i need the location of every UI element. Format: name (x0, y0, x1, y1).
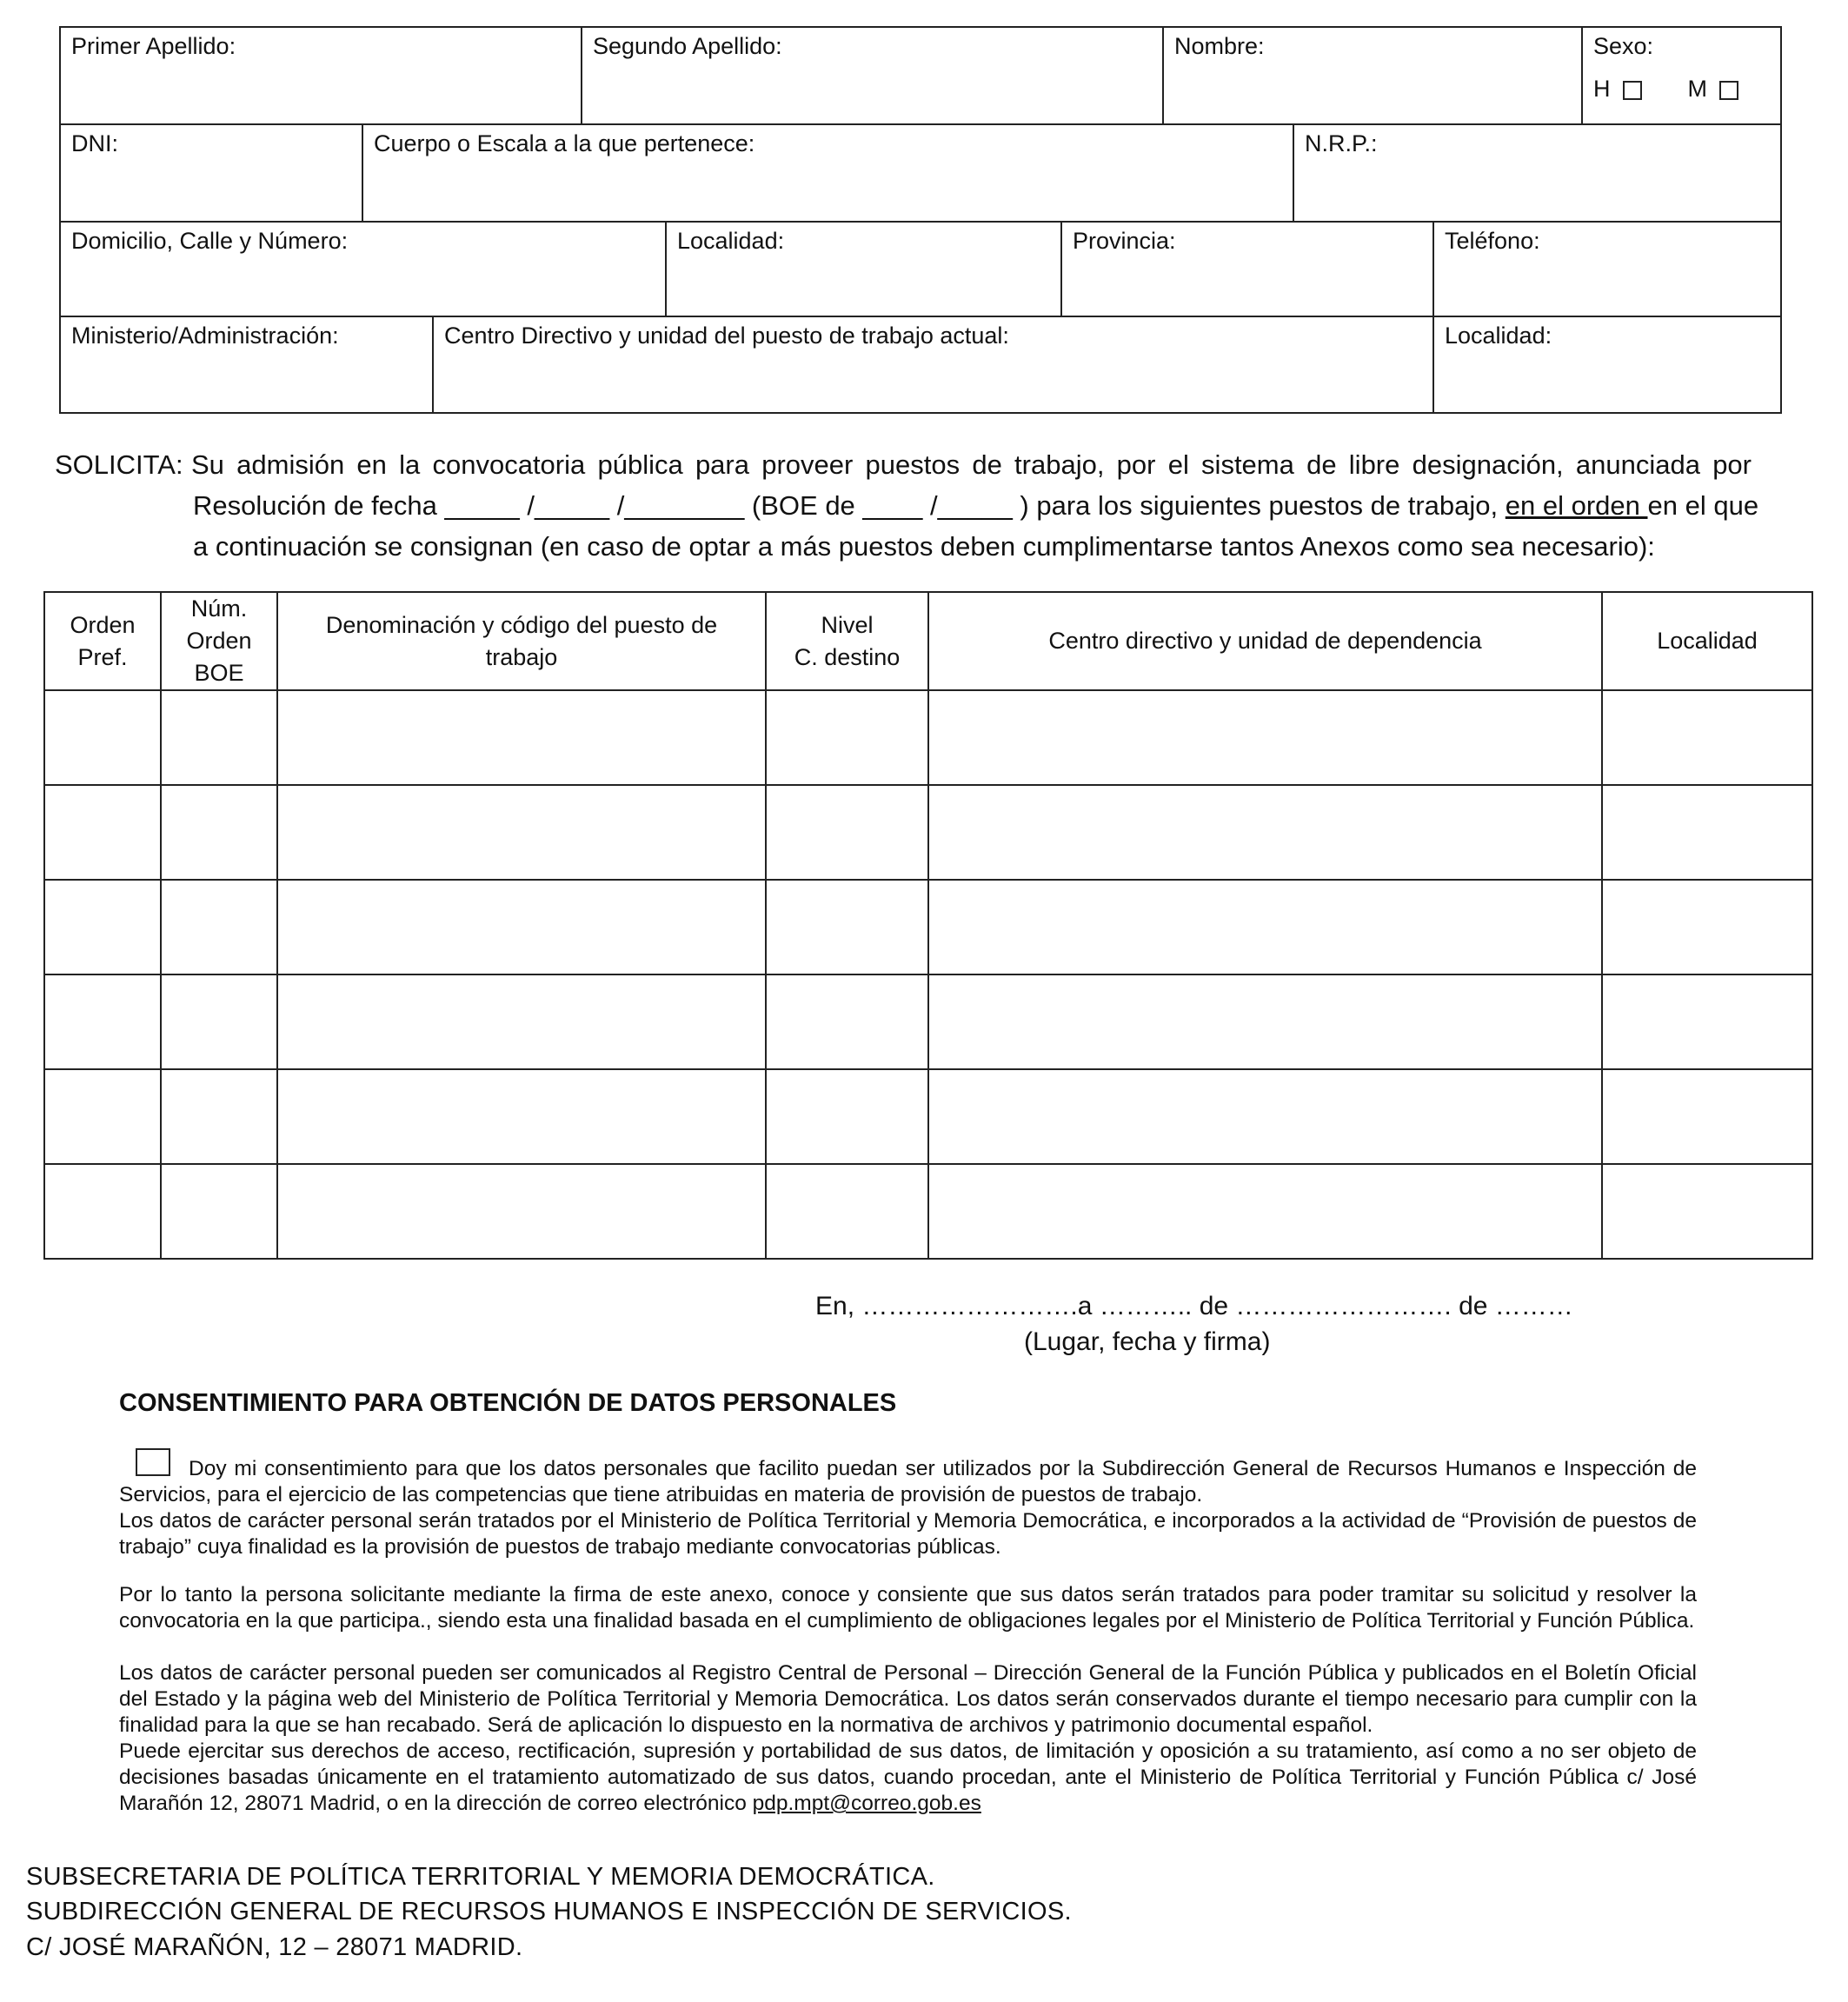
solicita-line-2 (193, 486, 1758, 526)
table-row (44, 1164, 1812, 1259)
consent-paragraph-5-text: Puede ejercitar sus derechos de acceso, rectificación, supresión y portabilidad de sus datos, de limitación y oposición a su tratamiento, así como a no ser objeto de decisiones basadas únicamente en el tratamiento automatizado de sus datos, cuando procedan, ante el Ministerio de Política Territorial y Función Pública c/ José Marañón 12, 28071 Madrid, o en la dirección de correo electrónico (119, 1739, 1697, 1815)
table-cell[interactable] (766, 785, 928, 880)
footer-line-1: SUBSECRETARIA DE POLÍTICA TERRITORIAL Y MEMORIA DEMOCRÁTICA. (26, 1863, 935, 1891)
table-cell[interactable] (766, 974, 928, 1069)
consent-paragraph-1 (119, 1456, 1697, 1508)
solicita-line-2-text: Resolución de fecha _____ /_____ /________ (BOE de ____ /_____ ) para los siguientes puestos de trabajo, (193, 490, 1506, 521)
table-row (44, 690, 1812, 785)
header-nivel-line-1: Nivel (821, 611, 874, 638)
nombre-field[interactable] (1164, 28, 1583, 123)
table-cell[interactable] (928, 1164, 1602, 1259)
dni-label: DNI: (71, 130, 118, 156)
table-row (44, 785, 1812, 880)
table-cell[interactable] (1602, 1164, 1812, 1259)
signature-line: En, …………………….a ……….. de ……………………. de ……… (815, 1292, 1573, 1320)
table-cell[interactable] (277, 1164, 766, 1259)
table-cell[interactable] (44, 690, 161, 785)
sexo-options (1593, 76, 1772, 103)
header-denominacion-line-2: trabajo (485, 643, 558, 670)
consent-title: CONSENTIMIENTO PARA OBTENCIÓN DE DATOS PERSONALES (119, 1389, 897, 1417)
table-cell[interactable] (1602, 690, 1812, 785)
personal-row-2 (61, 125, 1780, 223)
table-cell[interactable] (161, 974, 277, 1069)
table-row (44, 1069, 1812, 1164)
table-row (44, 880, 1812, 974)
consent-paragraph-4: Los datos de carácter personal pueden ser comunicados al Registro Central de Personal – Dirección General de la Función Pública y publicados en el Boletín Oficial del Estado y la página web del Ministerio de Política Territorial y Memoria Democrática. Los datos serán conservados durante el tiempo necesario para cumplir con la finalidad para la que se han recabado. Será de aplicación lo dispuesto en la normativa de archivos y patrimonio documental español. (119, 1661, 1697, 1737)
table-cell[interactable] (928, 880, 1602, 974)
sexo-h-label: H (1593, 76, 1611, 102)
ministerio-field[interactable] (61, 317, 434, 414)
consent-paragraph-3: Por lo tanto la persona solicitante mediante la firma de este anexo, conoce y consiente que sus datos serán tratados para poder tramitar su solicitud y resolver la convocatoria en la que participa., siendo esta una finalidad basada en el cumplimiento de obligaciones legales por el Ministerio de Política Territorial y Función Pública. (119, 1583, 1697, 1633)
footer-line-2: SUBDIRECCIÓN GENERAL DE RECURSOS HUMANOS E INSPECCIÓN DE SERVICIOS. (26, 1898, 1072, 1926)
centro-directivo-label: Centro Directivo y unidad del puesto de trabajo actual: (444, 323, 1009, 349)
table-cell[interactable] (44, 1069, 161, 1164)
table-cell[interactable] (277, 690, 766, 785)
table-cell[interactable] (161, 1164, 277, 1259)
table-cell[interactable] (277, 974, 766, 1069)
sexo-h-checkbox[interactable] (1623, 81, 1642, 100)
header-centro-directivo (928, 592, 1602, 690)
table-cell[interactable] (766, 1069, 928, 1164)
localidad-actual-label: Localidad: (1445, 323, 1552, 349)
table-cell[interactable] (928, 1069, 1602, 1164)
table-cell[interactable] (44, 1164, 161, 1259)
domicilio-field[interactable] (61, 223, 667, 316)
nombre-label: Nombre: (1174, 33, 1265, 59)
footer-line-3: C/ JOSÉ MARAÑÓN, 12 – 28071 MADRID. (26, 1933, 523, 1961)
table-cell[interactable] (1602, 1069, 1812, 1164)
table-header-row (44, 592, 1812, 690)
primer-apellido-label: Primer Apellido: (71, 33, 236, 59)
cuerpo-field[interactable] (363, 125, 1294, 221)
localidad-actual-field[interactable] (1434, 317, 1782, 414)
header-num-orden-boe-line-2: Orden (186, 628, 252, 654)
segundo-apellido-field[interactable] (582, 28, 1164, 123)
nrp-field[interactable] (1294, 125, 1782, 221)
table-cell[interactable] (161, 690, 277, 785)
header-nivel-line-2: C. destino (794, 643, 901, 670)
header-denominacion (277, 592, 766, 690)
personal-row-4 (61, 317, 1780, 414)
sexo-field (1583, 28, 1782, 123)
header-num-orden-boe-line-1: Núm. (190, 595, 248, 622)
signature-caption: (Lugar, fecha y firma) (1024, 1327, 1271, 1356)
table-cell[interactable] (1602, 974, 1812, 1069)
provincia-label: Provincia: (1073, 228, 1176, 254)
table-cell[interactable] (277, 880, 766, 974)
solicita-underlined-text: en el orden (1505, 490, 1648, 521)
localidad-field[interactable] (667, 223, 1062, 316)
dni-field[interactable] (61, 125, 363, 221)
ministerio-label: Ministerio/Administración: (71, 323, 339, 349)
header-num-orden-boe (161, 592, 277, 690)
cuerpo-label: Cuerpo o Escala a la que pertenece: (374, 130, 755, 156)
telefono-label: Teléfono: (1445, 228, 1540, 254)
personal-data-form (59, 26, 1782, 414)
table-cell[interactable] (277, 785, 766, 880)
personal-row-1 (61, 28, 1780, 125)
header-orden-pref-line-2: Pref. (77, 643, 128, 670)
consent-paragraph-5 (119, 1739, 1697, 1817)
solicita-label: SOLICITA: (55, 449, 183, 480)
segundo-apellido-label: Segundo Apellido: (593, 33, 782, 59)
consent-paragraph-1-text: Doy mi consentimiento para que los datos personales que facilito puedan ser utilizados por la Subdirección General de Recursos Humanos e Inspección de Servicios, para el ejercicio de las competencias que tiene atribuidas en materia de provisión de puestos de trabajo. (119, 1457, 1697, 1506)
header-nivel (766, 592, 928, 690)
table-cell[interactable] (928, 690, 1602, 785)
localidad-label: Localidad: (677, 228, 785, 254)
header-denominacion-line-1: Denominación y código del puesto de (325, 611, 718, 638)
sexo-m-checkbox[interactable] (1719, 81, 1738, 100)
header-orden-pref-line-1: Orden (70, 611, 136, 638)
sexo-m-label: M (1687, 76, 1708, 102)
table-cell[interactable] (161, 1069, 277, 1164)
table-cell[interactable] (277, 1069, 766, 1164)
provincia-field[interactable] (1062, 223, 1434, 316)
solicita-line-3: a continuación se consignan (en caso de optar a más puestos deben cumplimentarse tantos Anexos como sea necesario): (193, 531, 1655, 562)
sexo-label: Sexo: (1593, 33, 1654, 59)
table-cell[interactable] (1602, 880, 1812, 974)
table-cell[interactable] (44, 785, 161, 880)
primer-apellido-field[interactable] (61, 28, 582, 123)
header-localidad-line-1: Localidad (1657, 628, 1758, 654)
table-cell[interactable] (766, 880, 928, 974)
telefono-field[interactable] (1434, 223, 1782, 316)
table-cell[interactable] (44, 880, 161, 974)
consent-email-link[interactable]: pdp.mpt@correo.gob.es (752, 1792, 981, 1815)
header-num-orden-boe-line-3: BOE (194, 660, 244, 686)
solicita-line-1: Su admisión en la convocatoria pública para proveer puestos de trabajo, por el sistema de libre designación, anunciada por (191, 449, 1752, 480)
consent-paragraph-2: Los datos de carácter personal serán tratados por el Ministerio de Política Territorial y Memoria Democrática, e incorporados a la actividad de “Provisión de puestos de trabajo” cuya finalidad es la provisión de puestos de trabajo mediante convocatorias públicas. (119, 1509, 1697, 1559)
table-row (44, 974, 1812, 1069)
solicita-line-2-end: en el que (1647, 490, 1759, 521)
nrp-label: N.R.P.: (1305, 130, 1378, 156)
personal-row-3 (61, 223, 1780, 317)
table-cell[interactable] (161, 880, 277, 974)
positions-table (43, 591, 1813, 1260)
domicilio-label: Domicilio, Calle y Número: (71, 228, 349, 254)
centro-directivo-field[interactable] (434, 317, 1434, 414)
table-cell[interactable] (928, 785, 1602, 880)
header-orden-pref (44, 592, 161, 690)
table-cell[interactable] (766, 1164, 928, 1259)
table-cell[interactable] (44, 974, 161, 1069)
header-centro-directivo-line-1: Centro directivo y unidad de dependencia (1048, 628, 1482, 654)
table-cell[interactable] (928, 974, 1602, 1069)
table-cell[interactable] (161, 785, 277, 880)
table-cell[interactable] (766, 690, 928, 785)
header-localidad (1602, 592, 1812, 690)
table-cell[interactable] (1602, 785, 1812, 880)
